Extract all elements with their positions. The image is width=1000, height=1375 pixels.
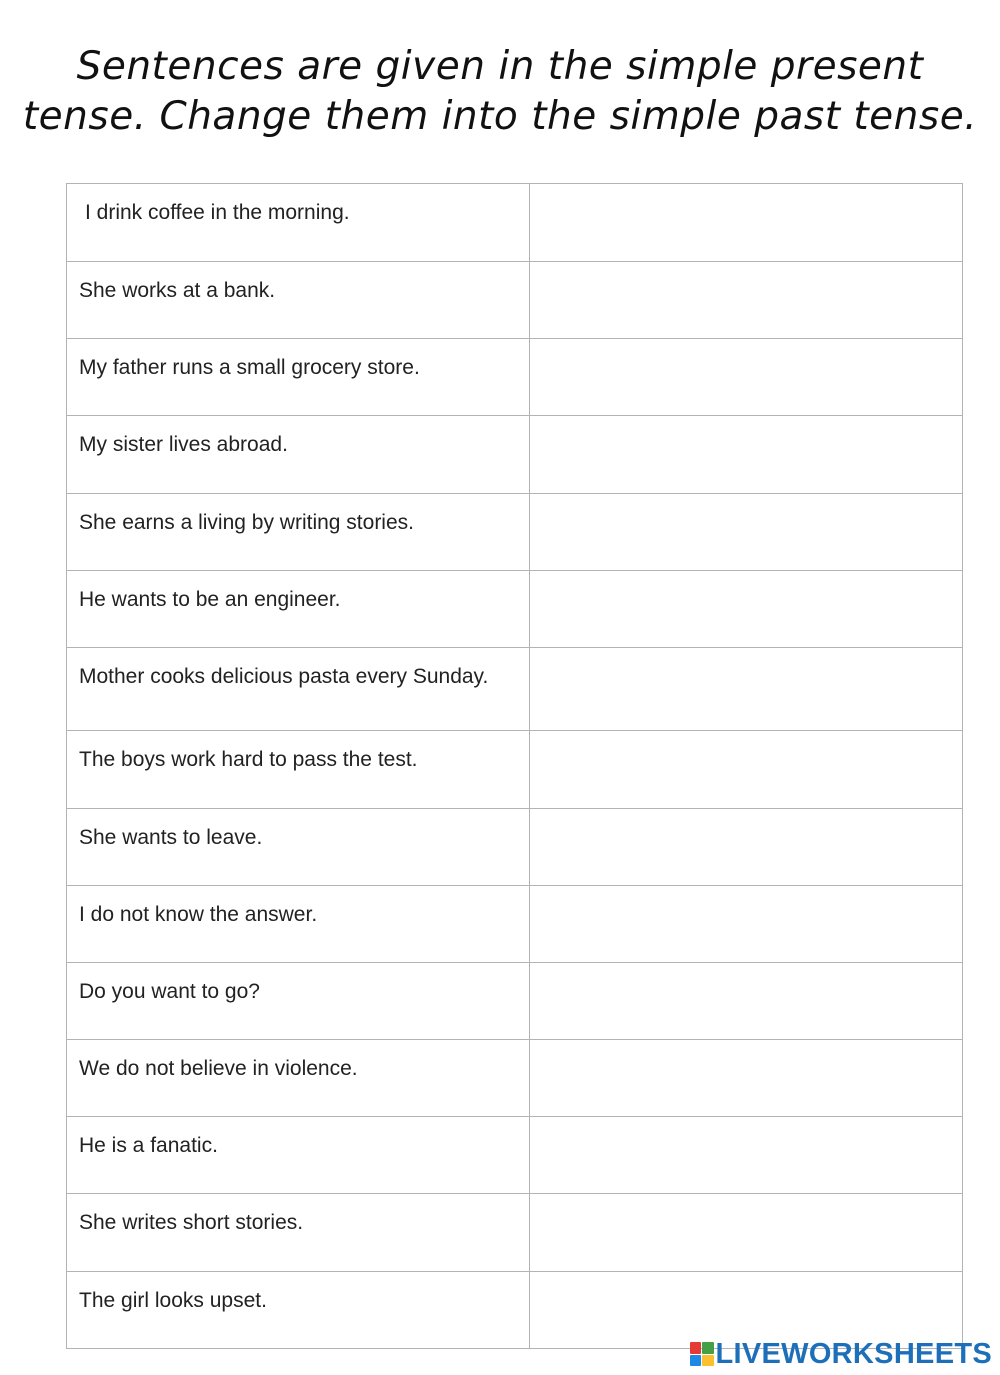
answer-cell[interactable]	[530, 963, 963, 1040]
answer-input[interactable]	[530, 651, 962, 675]
answer-input[interactable]	[530, 1197, 962, 1221]
answer-input[interactable]	[530, 419, 962, 443]
table-row	[67, 262, 963, 339]
sentence-cell: I do not know the answer.	[67, 886, 530, 963]
table-row	[67, 1040, 963, 1117]
sentence-cell: She works at a bank.	[67, 262, 530, 339]
logo-block	[702, 1342, 714, 1354]
sentence-cell: I drink coffee in the morning.	[67, 184, 530, 262]
answer-cell[interactable]	[530, 886, 963, 963]
sentence-cell: The boys work hard to pass the test.	[67, 731, 530, 809]
answer-cell[interactable]	[530, 494, 963, 571]
answer-cell[interactable]	[530, 1117, 963, 1194]
table-row	[67, 1194, 963, 1272]
sentence-cell: The girl looks upset.	[67, 1272, 530, 1349]
answer-cell[interactable]	[530, 339, 963, 416]
sentence-cell: Mother cooks delicious pasta every Sunday.	[67, 648, 530, 731]
answer-cell[interactable]	[530, 648, 963, 731]
answer-input[interactable]	[530, 265, 962, 289]
answer-input[interactable]	[530, 966, 962, 990]
answer-input[interactable]	[530, 889, 962, 913]
worksheet-instructions	[20, 42, 980, 142]
answer-cell[interactable]	[530, 1040, 963, 1117]
table-row	[67, 886, 963, 963]
logo-block	[690, 1342, 702, 1354]
sentence-cell: Do you want to go?	[67, 963, 530, 1040]
blocks-logo-icon	[690, 1342, 714, 1366]
table-row	[67, 416, 963, 494]
table-row	[67, 963, 963, 1040]
answer-cell[interactable]	[530, 184, 963, 262]
table-row	[67, 571, 963, 648]
sentence-cell: We do not believe in violence.	[67, 1040, 530, 1117]
instructions-line-2: tense. Change them into the simple past tense.	[22, 94, 978, 139]
answer-cell[interactable]	[530, 809, 963, 886]
answer-input[interactable]	[530, 497, 962, 521]
table-row	[67, 494, 963, 571]
logo-block	[690, 1355, 702, 1367]
answer-input[interactable]	[530, 1275, 962, 1299]
answer-input[interactable]	[530, 1043, 962, 1067]
liveworksheets-logo	[690, 1337, 993, 1371]
sentence-cell: He wants to be an engineer.	[67, 571, 530, 648]
sentence-cell: My father runs a small grocery store.	[67, 339, 530, 416]
answer-input[interactable]	[530, 574, 962, 598]
instructions-line-1: Sentences are given in the simple present	[76, 44, 924, 89]
answer-input[interactable]	[530, 812, 962, 836]
sentence-cell: My sister lives abroad.	[67, 416, 530, 494]
brand-name: LIVEWORKSHEETS	[715, 1337, 992, 1370]
answer-cell[interactable]	[530, 416, 963, 494]
exercise-table	[66, 183, 963, 1349]
logo-block	[702, 1355, 714, 1367]
table-row	[67, 184, 963, 262]
table-row	[67, 339, 963, 416]
table-row	[67, 809, 963, 886]
sentence-cell: She earns a living by writing stories.	[67, 494, 530, 571]
table-row	[67, 731, 963, 809]
answer-input[interactable]	[530, 187, 962, 211]
answer-cell[interactable]	[530, 571, 963, 648]
answer-cell[interactable]	[530, 262, 963, 339]
answer-input[interactable]	[530, 734, 962, 758]
answer-input[interactable]	[530, 342, 962, 366]
table-row	[67, 648, 963, 731]
answer-cell[interactable]	[530, 1194, 963, 1272]
sentence-cell: She writes short stories.	[67, 1194, 530, 1272]
sentence-cell: He is a fanatic.	[67, 1117, 530, 1194]
answer-input[interactable]	[530, 1120, 962, 1144]
sentence-cell: She wants to leave.	[67, 809, 530, 886]
answer-cell[interactable]	[530, 731, 963, 809]
table-row	[67, 1117, 963, 1194]
